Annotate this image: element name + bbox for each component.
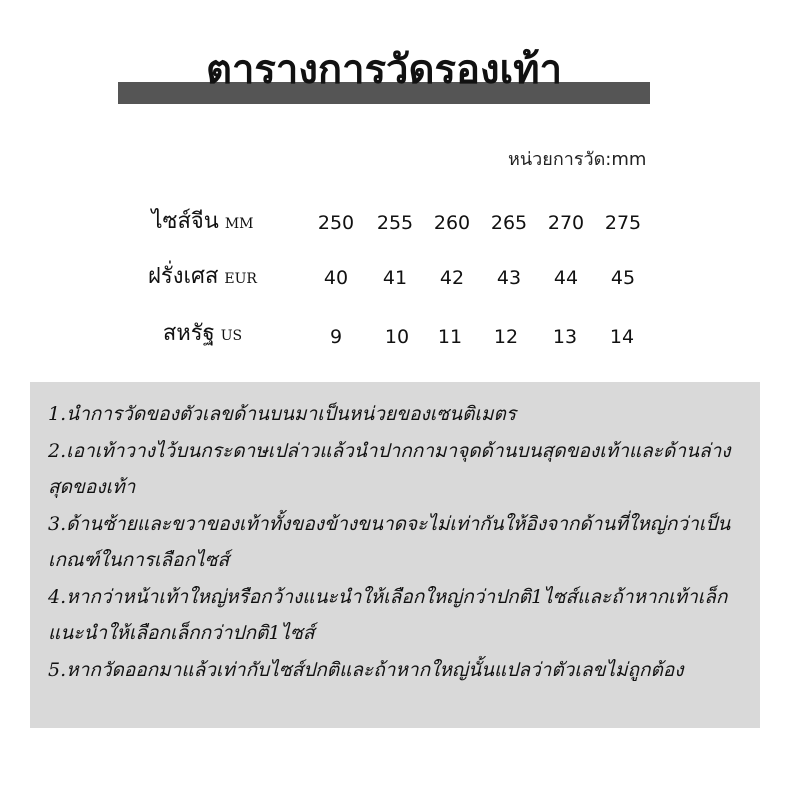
size-cell: 265 [490,212,528,234]
size-cell: 9 [329,326,343,348]
row-label-name: สหรัฐ [162,321,215,346]
page-title-block [118,42,650,104]
size-cell: 40 [323,267,349,289]
size-cell: 41 [382,267,408,289]
unit-note: หน่วยการวัด:mm [508,149,647,170]
size-cell: 13 [552,326,578,348]
size-cell: 43 [496,267,522,289]
row-label-name: ไซส์จีน [151,209,219,234]
size-cell: 250 [317,212,355,234]
row-label [120,261,285,295]
size-row-cn [0,206,790,242]
size-cell: 45 [610,267,636,289]
size-cell: 260 [433,212,471,234]
size-cell: 42 [439,267,465,289]
instruction-item: 4.หากว่าหน้าเท้าใหญ่หรือกว้างแนะนำให้เลือกใหญ่กว่าปกติ1ไซส์และถ้าหากเท้าเล็กแนะนำให้เลือกเล็กกว่าปกติ1ไซส์ [48,585,728,644]
instruction-item: 2.เอาเท้าวางไว้บนกระดาษเปล่าวแล้วนำปากกามาจุดด้านบนสุดของเท้าและด้านล่างสุดของเท้า [48,439,731,498]
measurement-instructions [30,382,760,728]
size-row-us [0,318,790,354]
row-label-name: ฝรั่งเศส [148,264,219,289]
instruction-list [30,382,760,688]
instruction-item: 3.ด้านซ้ายและขวาของเท้าทั้งของข้างขนาดจะไม่เท่ากันให้อิงจากด้านที่ใหญ่กว่าเป็นเกณฑ์ในการเลือกไซส์ [48,512,731,571]
size-cell: 11 [437,326,463,348]
size-row-eur [0,261,790,297]
size-cell: 255 [376,212,414,234]
size-cell: 44 [553,267,579,289]
row-label-code: MM [224,216,254,232]
size-cell: 275 [604,212,642,234]
size-cell: 10 [384,326,410,348]
instruction-item: 5.หากวัดออกมาแล้วเท่ากับไซส์ปกติและถ้าหากใหญ่นั้นแปลว่าตัวเลขไม่ถูกต้อง [48,658,684,681]
row-label [120,318,285,352]
instruction-item: 1.นำการวัดของตัวเลขด้านบนมาเป็นหน่วยของเซนติเมตร [48,403,517,425]
size-cell: 14 [609,326,635,348]
row-label [120,206,285,240]
row-label-code: EUR [224,271,257,287]
size-cell: 12 [493,326,519,348]
row-label-code: US [220,328,243,344]
page-title: ตารางการวัดรองเท้า [205,46,563,93]
size-cell: 270 [547,212,585,234]
